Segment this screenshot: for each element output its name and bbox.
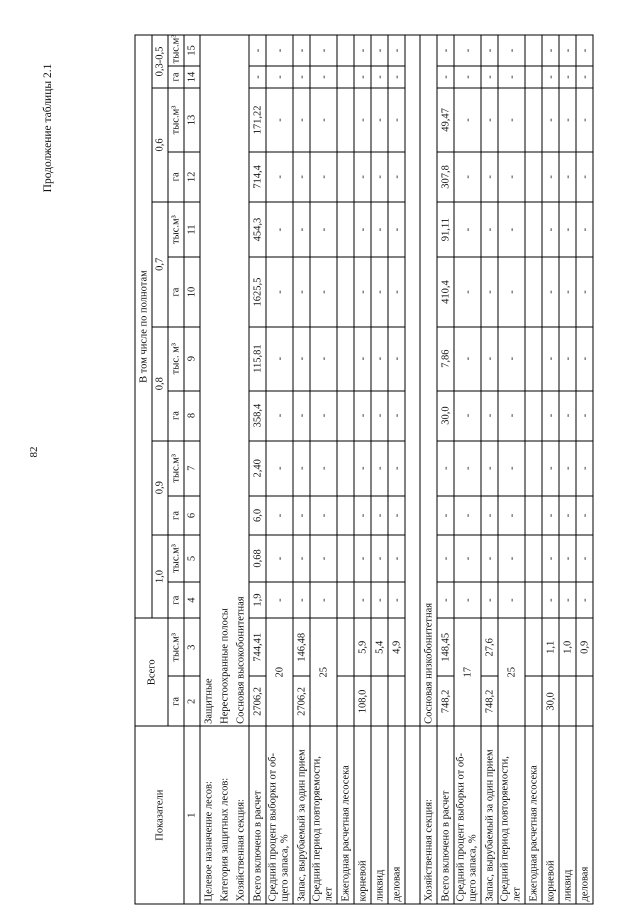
cell: - — [559, 151, 576, 201]
row-label — [310, 726, 337, 904]
cell: - — [293, 496, 310, 535]
row-label: деловая — [576, 726, 593, 904]
unit-ha: га — [168, 496, 184, 535]
cell: - — [310, 440, 337, 496]
table-row — [233, 35, 250, 904]
col-num: 9 — [184, 326, 200, 390]
cell: - — [481, 88, 498, 152]
cell: - — [454, 88, 481, 152]
table-row — [420, 35, 437, 904]
cell: - — [576, 201, 593, 257]
cell: - — [542, 257, 559, 326]
table-row — [310, 35, 337, 904]
cell: 30,0 — [437, 390, 454, 440]
cell: - — [481, 534, 498, 581]
cell: 2706,2 — [293, 676, 310, 726]
cell: 108,0 — [354, 676, 371, 726]
cell: - — [559, 88, 576, 152]
density-header: В том числе по полнотам — [135, 35, 152, 618]
note-text: Сосновая высокобонитетная — [233, 35, 250, 726]
label-line: щего запаса, % — [279, 833, 291, 901]
cell: - — [293, 390, 310, 440]
cell: - — [481, 440, 498, 496]
table-row — [576, 35, 593, 904]
cell: - — [481, 35, 498, 66]
cell: - — [371, 151, 388, 201]
cell: - — [266, 151, 293, 201]
row-label: Всего включено в расчет — [249, 726, 266, 904]
unit-volume: тыс.м³ — [168, 440, 184, 496]
table-row — [559, 35, 576, 904]
cell: - — [249, 65, 266, 87]
col-num: 14 — [184, 65, 200, 87]
cell: - — [388, 65, 405, 87]
table-row — [217, 35, 233, 904]
cell: - — [481, 151, 498, 201]
cell: - — [559, 201, 576, 257]
cell: - — [388, 496, 405, 535]
cell: - — [437, 582, 454, 618]
cell: - — [266, 496, 293, 535]
cell: - — [388, 440, 405, 496]
cell: - — [266, 390, 293, 440]
cell: - — [293, 534, 310, 581]
cell: - — [498, 65, 525, 87]
unit-ha: га — [168, 65, 184, 87]
label-line: Средний процент выборки от об- — [455, 752, 467, 901]
row-label: ликвид — [371, 726, 388, 904]
cell: 2706,2 — [249, 676, 266, 726]
cell: 171,22 — [249, 88, 266, 152]
cell: - — [310, 326, 337, 390]
cell: - — [498, 390, 525, 440]
cell: - — [266, 35, 293, 66]
cell: - — [542, 496, 559, 535]
density-group: 0,3-0,5 — [152, 35, 168, 88]
row-label: ликвид — [559, 726, 576, 904]
cell: 454,3 — [249, 201, 266, 257]
cell: - — [266, 88, 293, 152]
cell: 744,41 — [249, 618, 266, 676]
cell: - — [576, 440, 593, 496]
cell: - — [542, 440, 559, 496]
table-row — [293, 35, 310, 904]
cell: - — [266, 326, 293, 390]
cell: - — [354, 440, 371, 496]
page-number: 82 — [28, 446, 40, 458]
row-label: Ежегодная расчетная лесосека — [337, 726, 354, 904]
cell: - — [371, 496, 388, 535]
cell: - — [498, 88, 525, 152]
column-numbers — [184, 35, 200, 904]
cell: - — [388, 257, 405, 326]
row-label: Целевое назначение лесов: — [200, 726, 217, 904]
cell: - — [559, 534, 576, 581]
cell: - — [437, 35, 454, 66]
merged-cell: 25 — [310, 618, 337, 726]
row-label: Категория защитных лесов: — [217, 726, 233, 904]
cell: - — [498, 440, 525, 496]
cell: - — [293, 326, 310, 390]
cell: - — [576, 534, 593, 581]
cell: - — [354, 496, 371, 535]
cell: 6,0 — [249, 496, 266, 535]
cell: - — [310, 496, 337, 535]
row-label: Всего включено в расчет — [437, 726, 454, 904]
cell: 307,8 — [437, 151, 454, 201]
cell: - — [498, 201, 525, 257]
unit-volume: тыс.м³ — [168, 201, 184, 257]
cell: 748,2 — [437, 676, 454, 726]
cell: - — [310, 35, 337, 66]
cell: - — [576, 151, 593, 201]
label-line: лет — [323, 886, 335, 901]
cell: - — [454, 151, 481, 201]
label-line: Средний период повторяемости, — [311, 755, 323, 901]
table-row — [249, 35, 266, 904]
cell: - — [559, 582, 576, 618]
indicator-header: Показатели — [135, 726, 184, 904]
cell: - — [559, 496, 576, 535]
cell: - — [576, 496, 593, 535]
cell: - — [576, 390, 593, 440]
table-row — [437, 35, 454, 904]
row-label: деловая — [388, 726, 405, 904]
cell: - — [354, 257, 371, 326]
cell: - — [542, 390, 559, 440]
cell: - — [559, 257, 576, 326]
col-num: 10 — [184, 257, 200, 326]
cell: - — [454, 257, 481, 326]
density-group: 0,7 — [152, 201, 168, 326]
cell: - — [498, 257, 525, 326]
cell: - — [576, 65, 593, 87]
row-label: Хозяйственная секция: — [420, 726, 437, 904]
cell: - — [354, 390, 371, 440]
unit-ha: га — [168, 151, 184, 201]
cell: - — [454, 390, 481, 440]
cell: - — [437, 534, 454, 581]
cell: - — [454, 35, 481, 66]
cell: - — [559, 390, 576, 440]
table-row — [354, 35, 371, 904]
row-label: Запас, вырубаемый за один прием — [481, 726, 498, 904]
cell: - — [310, 88, 337, 152]
col-num: 11 — [184, 201, 200, 257]
cell: - — [310, 151, 337, 201]
cell: 5,4 — [371, 618, 388, 676]
label-line: Средний период повторяемости, — [499, 755, 511, 901]
table-row — [200, 35, 217, 904]
table-row — [481, 35, 498, 904]
cell: - — [454, 496, 481, 535]
cell: - — [559, 440, 576, 496]
cell: - — [354, 151, 371, 201]
cell: - — [310, 582, 337, 618]
cell: - — [542, 65, 559, 87]
cell: - — [354, 534, 371, 581]
cell: 30,0 — [542, 676, 559, 726]
cell: - — [559, 326, 576, 390]
cell: - — [481, 326, 498, 390]
cell: - — [388, 35, 405, 66]
cell: - — [388, 88, 405, 152]
cell: 0,9 — [576, 618, 593, 676]
cell: 27,6 — [481, 618, 498, 676]
cell: - — [388, 390, 405, 440]
cell: - — [266, 582, 293, 618]
col-num: 5 — [184, 534, 200, 581]
col-num: 6 — [184, 496, 200, 535]
cell: - — [481, 257, 498, 326]
cell: - — [542, 201, 559, 257]
col-num: 15 — [184, 35, 200, 66]
row-label — [498, 726, 525, 904]
cell: - — [542, 582, 559, 618]
forest-cutting-table — [135, 34, 594, 904]
cell: - — [266, 65, 293, 87]
density-group: 0,6 — [152, 88, 168, 202]
cell: - — [576, 326, 593, 390]
cell: - — [542, 88, 559, 152]
row-label — [266, 726, 293, 904]
unit-volume: тыс.м³ — [168, 35, 184, 66]
cell: 2,40 — [249, 440, 266, 496]
cell: - — [454, 582, 481, 618]
cell: - — [371, 65, 388, 87]
density-group: 0,9 — [152, 440, 168, 534]
cell: - — [310, 534, 337, 581]
cell: 146,48 — [293, 618, 310, 676]
table-row — [525, 35, 542, 904]
cell: - — [354, 582, 371, 618]
cell: - — [454, 65, 481, 87]
table-row — [266, 35, 293, 904]
cell: - — [371, 534, 388, 581]
cell: - — [388, 582, 405, 618]
cell: - — [576, 582, 593, 618]
table-row — [498, 35, 525, 904]
cell: - — [576, 35, 593, 66]
unit-ha: га — [168, 676, 184, 726]
row-label: Хозяйственная секция: — [233, 726, 250, 904]
cell: 4,9 — [388, 618, 405, 676]
row-label: корневой — [354, 726, 371, 904]
cell: - — [437, 440, 454, 496]
cell: - — [249, 35, 266, 66]
cell: - — [371, 257, 388, 326]
cell: - — [354, 35, 371, 66]
cell: 358,4 — [249, 390, 266, 440]
cell: - — [542, 534, 559, 581]
cell: - — [576, 88, 593, 152]
cell: - — [498, 35, 525, 66]
cell: - — [481, 582, 498, 618]
cell: 1,1 — [542, 618, 559, 676]
cell: 1,0 — [559, 618, 576, 676]
cell: - — [266, 534, 293, 581]
col-num: 7 — [184, 440, 200, 496]
unit-volume: тыс.м³ — [168, 618, 184, 676]
cell: - — [559, 65, 576, 87]
cell: 748,2 — [481, 676, 498, 726]
cell: - — [371, 201, 388, 257]
unit-volume: тыс.м³ — [168, 534, 184, 581]
col-num: 2 — [184, 676, 200, 726]
cell: - — [293, 65, 310, 87]
cell: - — [481, 390, 498, 440]
col-num: 8 — [184, 390, 200, 440]
density-group: 0,8 — [152, 326, 168, 440]
rotated-table — [135, 34, 590, 904]
cell: - — [371, 88, 388, 152]
merged-cell: 20 — [266, 618, 293, 726]
cell: - — [576, 257, 593, 326]
merged-cell: 25 — [498, 618, 525, 726]
cell: - — [266, 201, 293, 257]
cell: - — [293, 201, 310, 257]
cell: - — [371, 440, 388, 496]
cell: - — [498, 326, 525, 390]
cell: 1625,5 — [249, 257, 266, 326]
cell: - — [542, 326, 559, 390]
unit-ha: га — [168, 582, 184, 618]
cell: - — [293, 35, 310, 66]
row-label — [454, 726, 481, 904]
cell: - — [310, 201, 337, 257]
cell: 0,68 — [249, 534, 266, 581]
cell: 148,45 — [437, 618, 454, 676]
cell: 7,86 — [437, 326, 454, 390]
cell: - — [481, 496, 498, 535]
cell: - — [293, 257, 310, 326]
total-header: Всего — [135, 618, 168, 726]
row-label: корневой — [542, 726, 559, 904]
unit-ha: га — [168, 257, 184, 326]
cell: - — [266, 257, 293, 326]
unit-volume: тыс.м³ — [168, 88, 184, 152]
note-text: Нерестоохранные полосы — [217, 35, 233, 726]
cell: - — [498, 534, 525, 581]
cell: 410,4 — [437, 257, 454, 326]
table-row — [454, 35, 481, 904]
unit-volume: тыс. м³ — [168, 326, 184, 390]
cell: - — [266, 440, 293, 496]
col-num: 1 — [184, 726, 200, 904]
cell: - — [354, 326, 371, 390]
table-caption: Продолжение таблицы 2.1 — [42, 63, 54, 193]
cell: - — [293, 151, 310, 201]
cell: 115,81 — [249, 326, 266, 390]
cell: - — [454, 326, 481, 390]
cell: - — [310, 257, 337, 326]
row-label: Ежегодная расчетная лесосека — [525, 726, 542, 904]
note-text: Сосновая низкобонитетная — [420, 35, 437, 726]
cell: - — [454, 534, 481, 581]
cell: 49,47 — [437, 88, 454, 152]
note-text: Защитные — [200, 35, 217, 726]
col-num: 12 — [184, 151, 200, 201]
cell: - — [371, 35, 388, 66]
cell: - — [437, 65, 454, 87]
cell: - — [437, 496, 454, 535]
cell: - — [542, 35, 559, 66]
cell: - — [293, 440, 310, 496]
cell: - — [371, 326, 388, 390]
cell: - — [498, 151, 525, 201]
cell: - — [498, 496, 525, 535]
cell: - — [542, 151, 559, 201]
label-line: Средний процент выборки от об- — [267, 752, 279, 901]
merged-cell: 17 — [454, 618, 481, 726]
cell: - — [388, 326, 405, 390]
table-row — [371, 35, 388, 904]
col-num: 13 — [184, 88, 200, 152]
table-row — [388, 35, 405, 904]
cell: - — [310, 390, 337, 440]
cell: - — [454, 440, 481, 496]
cell: 5,9 — [354, 618, 371, 676]
col-num: 3 — [184, 618, 200, 676]
spacer-row — [405, 35, 420, 904]
row-label: Запас, вырубаемый за один прием — [293, 726, 310, 904]
cell: 714,4 — [249, 151, 266, 201]
cell: - — [388, 151, 405, 201]
table-row — [542, 35, 559, 904]
cell: - — [454, 201, 481, 257]
cell: - — [371, 582, 388, 618]
cell: - — [481, 201, 498, 257]
cell: - — [371, 390, 388, 440]
cell: - — [559, 35, 576, 66]
label-line: лет — [511, 886, 523, 901]
col-num: 4 — [184, 582, 200, 618]
cell: - — [481, 65, 498, 87]
cell: - — [354, 88, 371, 152]
cell: - — [310, 65, 337, 87]
label-line: щего запаса, % — [467, 833, 479, 901]
cell: 91,11 — [437, 201, 454, 257]
cell: - — [354, 201, 371, 257]
cell: - — [293, 582, 310, 618]
table-row — [337, 35, 354, 904]
cell: - — [498, 582, 525, 618]
cell: 1,9 — [249, 582, 266, 618]
cell: - — [388, 201, 405, 257]
cell: - — [388, 534, 405, 581]
cell: - — [354, 65, 371, 87]
unit-ha: га — [168, 390, 184, 440]
density-group: 1,0 — [152, 534, 168, 617]
cell: - — [293, 88, 310, 152]
